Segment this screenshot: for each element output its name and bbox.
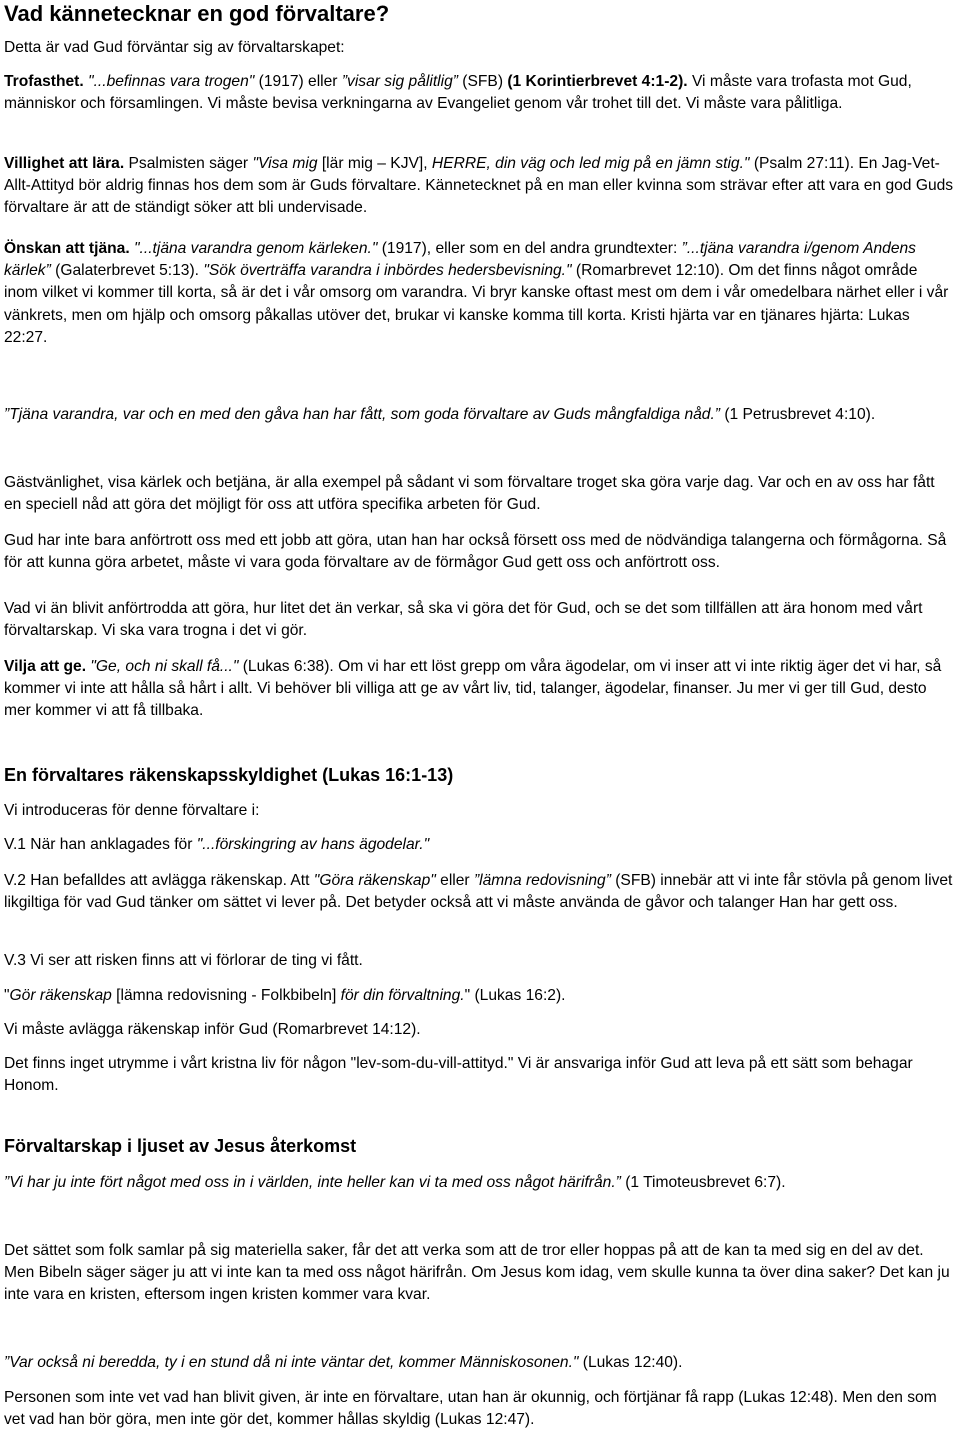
text-run: " (Lukas 16:2). [464, 987, 566, 1004]
text-run: "...befinnas vara trogen" [88, 73, 255, 90]
willingness-to-learn-paragraph [4, 153, 954, 220]
romans-14-12-paragraph [4, 1019, 954, 1041]
text-run: Vi måste avlägga räkenskap inför Gud (Romarbrevet 14:12). [4, 1021, 421, 1038]
text-run: (Lukas 12:40). [578, 1354, 683, 1371]
talents-paragraph [4, 530, 954, 574]
text-run: [lär mig – KJV], [317, 155, 432, 172]
text-run: (Lukas 6:38). Om vi har ett löst grepp om våra ägodelar, om vi inser att vi inte riktig äger det vi har, så kommer vi inte att hålla så hårt i allt. Vi behöver bli villiga att ge av vårt liv, tid, talanger, ägodelar, finanser. Ju mer vi ger till Gud, desto mer kommer vi att få tillbaka. [4, 658, 942, 720]
text-run: ”lämna redovisning” [473, 872, 611, 889]
text-run: Det sättet som folk samlar på sig materiella saker, får det att verka som att de tror eller hoppas på att de kan ta med sig en del av det. Men Bibeln säger säger ju att vi inte kan ta med oss något härifrån. Om Jesus kom idag, vem skulle kunna ta över dina saker? Det kan ju inte vara en kristen, eftersom ingen kristen kommer vara kvar. [4, 1242, 950, 1304]
text-run: Förvaltarskap i ljuset av Jesus återkomst [4, 1136, 357, 1156]
section-heading-accountability [4, 764, 954, 786]
text-run: (1 Korintierbrevet 4:1-2). [507, 73, 688, 90]
intro-paragraph [4, 37, 954, 59]
text-run: Gud har inte bara anförtrott oss med ett jobb att göra, utan han har också försett oss med de nödvändiga talangerna och förmågorna. Så för att kunna göra arbetet, måste vi vara goda förvaltare av de förmågor Gud gett oss och anförtrott oss. [4, 532, 947, 572]
text-run: "Göra räkenskap" [313, 872, 436, 889]
verse-2-paragraph [4, 870, 954, 914]
text-run: Personen som inte vet vad han blivit given, är inte en förvaltare, utan han är okunnig, och förtjänar få rapp (Lukas 12:48). Men den som vet vad han bör göra, men inte gör det, kommer hållas skyldig (Lukas 12:47). [4, 1389, 937, 1429]
intro-verses-paragraph [4, 800, 954, 822]
text-run: V.3 Vi ser att risken finns att vi förlorar de ting vi fått. [4, 952, 363, 969]
text-run: (SFB) [457, 73, 508, 90]
text-run: (Psalm 27:11). En Jag-Vet-Allt-Attityd bör aldrig finnas hos dem som är Guds förvaltare. Kännetecknet på en man eller kvinna som strävar efter att vara en god Guds förvaltare är att de ständigt söker att bli undervisade. [4, 155, 954, 217]
text-run: Gästvänlighet, visa kärlek och betjäna, är alla exempel på sådant vi som förvaltare troget ska göra varje dag. Var och en av oss har fått en speciell nåd att göra det möjligt för oss att utföra specifika arbeten för Gud. [4, 474, 935, 514]
page-title [4, 1, 954, 27]
willingness-to-give-paragraph [4, 656, 954, 723]
peter-quote-paragraph [4, 404, 954, 426]
text-run: (1917) eller [254, 73, 342, 90]
text-run: ”...tjäna varandra i/genom Andens kärlek” [4, 240, 916, 280]
hospitality-paragraph [4, 472, 954, 516]
text-run: för din förvaltning. [340, 987, 465, 1004]
text-run: Vad vi än blivit anförtrodda att göra, hur litet det än verkar, så ska vi göra det för Gud, och se det som tillfällen att ära honom med vårt förvaltarskap. Vi ska vara trogna i det vi gör. [4, 600, 923, 640]
verse-1-paragraph [4, 834, 954, 856]
text-run: "Sök överträffa varandra i inbördes hedersbevisning." [203, 262, 572, 280]
text-run: "Ge, och ni skall få..." [90, 658, 239, 675]
text-run: Vad kännetecknar en god förvaltare? [4, 1, 390, 26]
entrusted-paragraph [4, 598, 954, 642]
faithfulness-paragraph [4, 71, 954, 115]
text-run: "Visa mig [252, 155, 318, 172]
text-run: Gör räkenskap [9, 987, 112, 1004]
text-run: (1 Timoteusbrevet 6:7). [620, 1174, 786, 1191]
text-run: Trofasthet. [4, 73, 89, 90]
verse-3-paragraph [4, 950, 954, 972]
text-run: (1917), eller som en del andra grundtexter: [377, 240, 682, 257]
section-heading-return [4, 1135, 954, 1157]
text-run: Det finns inget utrymme i vårt kristna liv för någon "lev-som-du-vill-attityd." Vi är ansvariga inför Gud att leva på ett sätt som behagar Honom. [4, 1055, 913, 1095]
text-run: Villighet att lära. [4, 155, 125, 172]
text-run: Detta är vad Gud förväntar sig av förvaltarskapet: [4, 39, 345, 56]
text-run: ”visar sig pålitlig” [341, 73, 458, 90]
text-run: V.1 När han anklagades för [4, 836, 197, 853]
text-run: (1 Petrusbrevet 4:10). [720, 406, 876, 423]
text-run: (Galaterbrevet 5:13). [50, 262, 204, 280]
text-run: ”Var också ni beredda, ty i en stund då ni inte väntar det, kommer Människosonen." [4, 1354, 579, 1371]
text-run: Vi måste vara trofasta mot Gud, människor och församlingen. Vi måste bevisa verkningarna av Evangeliet genom vår trohet till det. Vi måste vara pålitliga. [4, 73, 912, 113]
text-run: [lämna redovisning - Folkbibeln] [111, 987, 341, 1004]
text-run: HERRE, din väg och led mig på en jämn stig." [431, 155, 750, 172]
text-run: " [4, 987, 10, 1004]
text-run: ”Tjäna varandra, var och en med den gåva han har fått, som goda förvaltare av Guds mångfaldiga nåd.” [4, 406, 720, 423]
material-things-paragraph [4, 1240, 954, 1307]
text-run: En förvaltares räkenskapsskyldighet (Lukas 16:1-13) [4, 765, 454, 785]
text-run: Vi introduceras för denne förvaltare i: [4, 802, 260, 819]
text-run: ”Vi har ju inte fört något med oss in i världen, inte heller kan vi ta med oss något härifrån.” [4, 1174, 621, 1191]
text-run: V.2 Han befalldes att avlägga räkenskap. Att [4, 872, 314, 889]
text-run: Vilja att ge. [4, 658, 87, 675]
luke-12-40-paragraph [4, 1352, 954, 1374]
text-run: Önskan att tjäna. [4, 240, 130, 257]
text-run: (Romarbrevet 12:10). Om det finns något område inom vilket vi kommer till korta, så är det i vår omsorg om varandra. Vi bryr kanske oftast mest om dem i vår omedelbara närhet eller i vår vänkrets, men om hjälp och omsorg påkallas utöver det, brukar vi kanske komma till korta. Kristi hjärta var en tjänares hjärta: Lukas 22:27. [4, 262, 949, 346]
text-run: "...förskingring av hans ägodelar." [196, 836, 430, 853]
text-run: eller [435, 872, 474, 889]
no-room-paragraph [4, 1053, 954, 1097]
text-run: Psalmisten säger [124, 155, 253, 172]
text-run: (SFB) innebär att vi inte får stövla på genom livet likgiltiga för vad Gud tänker om sättet vi lever på. Det betyder också att vi måste använda de gåvor och talanger Han har gett oss. [4, 872, 953, 912]
timothy-quote-paragraph [4, 1172, 954, 1194]
text-run: "...tjäna varandra genom kärleken." [134, 240, 378, 257]
desire-to-serve-paragraph [4, 238, 954, 349]
closing-paragraph [4, 1387, 954, 1431]
luke-16-2-paragraph [4, 985, 954, 1007]
